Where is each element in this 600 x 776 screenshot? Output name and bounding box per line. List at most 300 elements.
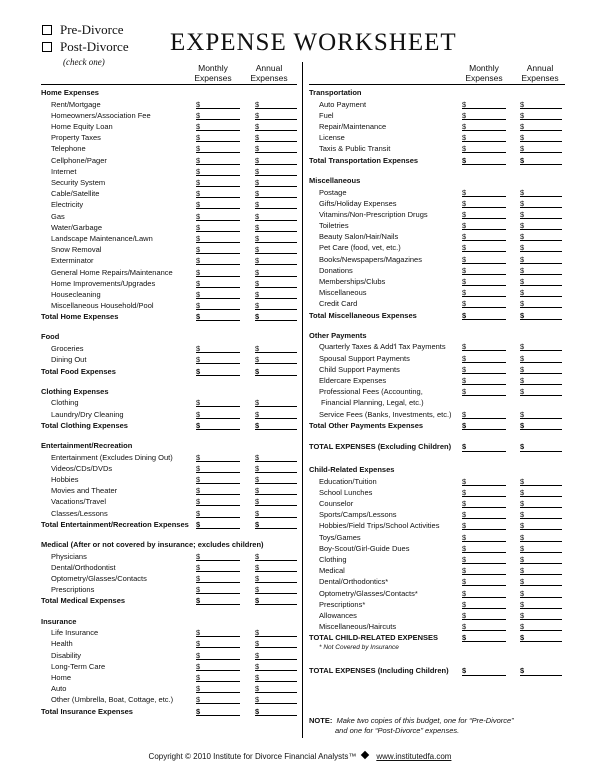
- monthly-field[interactable]: $: [196, 211, 240, 221]
- expense-row: [41, 409, 296, 420]
- total-row: [41, 420, 296, 431]
- monthly-field[interactable]: $: [196, 177, 240, 187]
- monthly-field[interactable]: $: [196, 199, 240, 209]
- section-title: Clothing Expenses: [41, 386, 109, 396]
- expense-label: Gifts/Holiday Expenses: [319, 198, 397, 208]
- monthly-field[interactable]: $: [462, 520, 506, 530]
- annual-field[interactable]: $: [520, 543, 562, 553]
- right-column: [309, 88, 565, 677]
- page-title: EXPENSE WORKSHEET: [170, 29, 457, 56]
- annual-field[interactable]: $: [255, 343, 297, 353]
- annual-field[interactable]: $: [520, 588, 562, 598]
- annual-field[interactable]: $: [255, 244, 297, 254]
- monthly-field[interactable]: $: [196, 278, 240, 288]
- note-label: NOTE:: [309, 716, 333, 725]
- expense-row: [309, 543, 565, 554]
- monthly-field[interactable]: $: [196, 485, 240, 495]
- monthly-field[interactable]: $: [196, 155, 240, 165]
- annual-field[interactable]: $: [255, 255, 297, 265]
- annual-field[interactable]: $: [255, 354, 297, 364]
- expense-row: [309, 599, 565, 610]
- monthly-field[interactable]: $: [462, 554, 506, 564]
- annual-field[interactable]: $: [520, 132, 562, 142]
- monthly-field[interactable]: $: [196, 562, 240, 572]
- annual-field[interactable]: $: [520, 265, 562, 275]
- annual-field[interactable]: $: [520, 386, 562, 396]
- annual-field[interactable]: $: [255, 551, 297, 561]
- annual-field[interactable]: $: [520, 155, 562, 165]
- annual-field[interactable]: $: [520, 276, 562, 286]
- monthly-field[interactable]: $: [462, 209, 506, 219]
- annual-field[interactable]: $: [520, 364, 562, 374]
- monthly-field[interactable]: $: [196, 452, 240, 462]
- monthly-field[interactable]: $: [462, 565, 506, 575]
- section-title: Home Expenses: [41, 88, 99, 97]
- monthly-field[interactable]: $: [196, 519, 240, 529]
- monthly-field[interactable]: $: [196, 694, 240, 704]
- annual-field[interactable]: $: [255, 694, 297, 704]
- monthly-field[interactable]: $: [196, 166, 240, 176]
- total-including-children: [309, 665, 565, 677]
- annual-field[interactable]: $: [255, 638, 297, 648]
- expense-label: Rent/Mortgage: [51, 99, 101, 109]
- monthly-field[interactable]: $: [462, 588, 506, 598]
- annual-field[interactable]: $: [520, 621, 562, 631]
- annual-field[interactable]: $: [255, 595, 297, 605]
- annual-field[interactable]: $: [255, 110, 297, 120]
- note-line-1: Make two copies of this budget, one for “Pre-Divorce”: [336, 716, 514, 725]
- monthly-field[interactable]: $: [462, 132, 506, 142]
- annual-field[interactable]: $: [255, 311, 297, 321]
- monthly-field[interactable]: $: [196, 300, 240, 310]
- monthly-field[interactable]: $: [196, 409, 240, 419]
- monthly-field[interactable]: $: [462, 310, 506, 320]
- expense-row: [41, 485, 296, 496]
- monthly-field[interactable]: $: [462, 265, 506, 275]
- expense-row: [309, 276, 565, 287]
- annual-field[interactable]: $: [255, 121, 297, 131]
- expense-label: Electricity: [51, 200, 84, 210]
- left-annual-header: Annual Expenses: [250, 63, 288, 83]
- expense-label: Physicians: [51, 551, 87, 561]
- expense-row: [41, 121, 296, 132]
- annual-field[interactable]: $: [255, 177, 297, 187]
- other-payments-section: [309, 331, 565, 431]
- expense-label: Internet: [51, 166, 77, 176]
- left-section-4: [41, 441, 296, 530]
- expense-label: Quarterly Taxes & Add'l Tax Payments: [319, 342, 446, 352]
- note-block: [309, 716, 559, 736]
- check-one-note: (check one): [63, 57, 105, 67]
- expense-label-continued: Financial Planning, Legal, etc.): [321, 398, 424, 408]
- monthly-field[interactable]: $: [196, 244, 240, 254]
- monthly-field[interactable]: $: [462, 242, 506, 252]
- monthly-field[interactable]: $: [462, 276, 506, 286]
- annual-field[interactable]: $: [520, 476, 562, 486]
- monthly-field[interactable]: $: [462, 621, 506, 631]
- monthly-field[interactable]: $: [196, 420, 240, 430]
- monthly-field[interactable]: $: [196, 233, 240, 243]
- monthly-field[interactable]: $: [196, 397, 240, 407]
- expense-row: [309, 254, 565, 265]
- monthly-field[interactable]: $: [462, 121, 506, 131]
- total-row: [41, 311, 296, 322]
- annual-field[interactable]: $: [255, 99, 297, 109]
- expense-row: [41, 188, 296, 199]
- monthly-field[interactable]: $: [462, 110, 506, 120]
- expense-row: [41, 289, 296, 300]
- annual-field[interactable]: $: [520, 420, 562, 430]
- annual-field[interactable]: $: [255, 233, 297, 243]
- expense-row: [309, 386, 565, 397]
- expense-row: [41, 211, 296, 222]
- annual-field[interactable]: $: [255, 584, 297, 594]
- annual-field[interactable]: $: [520, 599, 562, 609]
- monthly-field[interactable]: $: [462, 198, 506, 208]
- monthly-field[interactable]: $: [462, 632, 506, 642]
- expense-label: Property Taxes: [51, 133, 101, 143]
- annual-field[interactable]: $: [255, 155, 297, 165]
- header-divider-left: [41, 84, 297, 85]
- annual-field[interactable]: $: [520, 298, 562, 308]
- expense-label: Dental/Orthodontics*: [319, 577, 389, 587]
- expense-label: Spousal Support Payments: [319, 353, 410, 363]
- expense-label: Exterminator: [51, 256, 94, 266]
- expense-row: [41, 155, 296, 166]
- annual-field[interactable]: $: [255, 562, 297, 572]
- expense-row: [309, 187, 565, 198]
- annual-field[interactable]: $: [255, 132, 297, 142]
- pre-divorce-option[interactable]: [42, 22, 124, 38]
- monthly-field[interactable]: $: [462, 599, 506, 609]
- annual-field[interactable]: $: [255, 519, 297, 529]
- expense-row: [41, 166, 296, 177]
- expense-row: [41, 177, 296, 188]
- pre-divorce-label: Pre-Divorce: [60, 22, 124, 37]
- expense-row: [41, 132, 296, 143]
- annual-field[interactable]: $: [255, 397, 297, 407]
- expense-row: [41, 474, 296, 485]
- annual-field[interactable]: $: [520, 187, 562, 197]
- expense-row: [309, 220, 565, 231]
- monthly-field[interactable]: $: [196, 683, 240, 693]
- annual-field[interactable]: $: [255, 627, 297, 637]
- monthly-field[interactable]: $: [462, 364, 506, 374]
- total-label: Total Other Payments Expenses: [309, 420, 424, 430]
- section-title: Child-Related Expenses: [309, 464, 395, 474]
- monthly-field[interactable]: $: [462, 420, 506, 430]
- expense-row: [41, 551, 296, 562]
- annual-field[interactable]: $: [255, 508, 297, 518]
- expense-row: [41, 278, 296, 289]
- monthly-field[interactable]: $: [196, 706, 240, 716]
- total-row: [309, 632, 565, 643]
- monthly-field[interactable]: $: [196, 584, 240, 594]
- expense-label: Donations: [319, 265, 353, 275]
- website-link[interactable]: www.institutedfa.com: [376, 752, 452, 761]
- expense-row: [309, 565, 565, 576]
- expense-label: Cable/Satellite: [51, 189, 100, 199]
- expense-label: Optometry/Glasses/Contacts: [51, 574, 147, 583]
- expense-label: Homeowners/Association Fee: [51, 110, 151, 120]
- monthly-field[interactable]: $: [196, 311, 240, 321]
- annual-field[interactable]: $: [255, 143, 297, 153]
- monthly-field[interactable]: $: [462, 353, 506, 363]
- annual-field[interactable]: $: [520, 242, 562, 252]
- monthly-field[interactable]: $: [196, 267, 240, 277]
- monthly-field[interactable]: $: [196, 551, 240, 561]
- monthly-field[interactable]: $: [462, 665, 506, 676]
- copyright-text: Copyright © 2010 Institute for Divorce Financial Analysts™: [148, 752, 357, 761]
- monthly-field[interactable]: $: [196, 354, 240, 364]
- monthly-field[interactable]: $: [196, 638, 240, 648]
- expense-label: School Lunches: [319, 487, 373, 497]
- monthly-field[interactable]: $: [196, 474, 240, 484]
- expense-row: [41, 508, 296, 519]
- expense-row: [41, 650, 296, 661]
- monthly-field[interactable]: $: [196, 595, 240, 605]
- expense-label: Fuel: [319, 110, 334, 120]
- expense-label: Gas: [51, 211, 65, 221]
- annual-field[interactable]: $: [520, 498, 562, 508]
- monthly-field[interactable]: $: [462, 375, 506, 385]
- expense-label: Clothing: [319, 554, 347, 564]
- expense-label: Boy-Scout/Girl-Guide Dues: [319, 543, 410, 553]
- expense-row: [309, 610, 565, 621]
- annual-field[interactable]: $: [255, 463, 297, 473]
- monthly-field[interactable]: $: [196, 343, 240, 353]
- expense-row: [309, 364, 565, 375]
- expense-label: Hobbies: [51, 475, 79, 484]
- expense-label: Counselor: [319, 499, 354, 508]
- annual-field[interactable]: $: [255, 661, 297, 671]
- expense-label: Vitamins/Non-Prescription Drugs: [319, 209, 428, 219]
- annual-field[interactable]: $: [520, 310, 562, 320]
- monthly-field[interactable]: $: [196, 573, 240, 583]
- expense-label: Life Insurance: [51, 628, 99, 638]
- expense-row: [41, 110, 296, 121]
- total-row: [309, 420, 565, 431]
- expense-row: [41, 584, 296, 595]
- expense-label: Videos/CDs/DVDs: [51, 463, 113, 473]
- annual-field[interactable]: $: [520, 409, 562, 419]
- annual-field[interactable]: $: [255, 222, 297, 232]
- expense-row: [41, 463, 296, 474]
- annual-field[interactable]: $: [520, 576, 562, 586]
- annual-field[interactable]: $: [255, 300, 297, 310]
- annual-field[interactable]: $: [520, 375, 562, 385]
- expense-label: Classes/Lessons: [51, 508, 108, 518]
- expense-label: Medical: [319, 566, 345, 576]
- expense-label: Groceries: [51, 344, 84, 354]
- annual-field[interactable]: $: [520, 198, 562, 208]
- total-row: [309, 155, 565, 166]
- expense-row: [309, 353, 565, 364]
- total-label: TOTAL CHILD-RELATED EXPENSES: [309, 633, 439, 643]
- monthly-field[interactable]: $: [462, 532, 506, 542]
- expense-label: Home Improvements/Upgrades: [51, 278, 156, 288]
- column-divider: [302, 62, 303, 738]
- annual-field[interactable]: $: [255, 199, 297, 209]
- annual-field[interactable]: $: [520, 99, 562, 109]
- expense-label: Credit Card: [319, 299, 358, 309]
- expense-row: [309, 242, 565, 253]
- annual-field[interactable]: $: [255, 573, 297, 583]
- child-footnote: * Not Covered by Insurance: [319, 644, 399, 652]
- monthly-field[interactable]: $: [196, 627, 240, 637]
- annual-field[interactable]: $: [255, 452, 297, 462]
- monthly-field[interactable]: $: [462, 187, 506, 197]
- monthly-field[interactable]: $: [462, 341, 506, 351]
- expense-label: Prescriptions: [51, 585, 95, 595]
- monthly-field[interactable]: $: [462, 386, 506, 396]
- expense-label: Beauty Salon/Hair/Nails: [319, 232, 399, 242]
- monthly-field[interactable]: $: [462, 576, 506, 586]
- section-title: Entertainment/Recreation: [41, 440, 133, 450]
- expense-row: [41, 672, 296, 683]
- total-row: [41, 519, 296, 530]
- monthly-field[interactable]: $: [196, 255, 240, 265]
- monthly-field[interactable]: $: [196, 188, 240, 198]
- monthly-field[interactable]: $: [462, 509, 506, 519]
- expense-label: Clothing: [51, 398, 79, 408]
- annual-field[interactable]: $: [520, 441, 562, 452]
- annual-field[interactable]: $: [520, 487, 562, 497]
- expense-row: [309, 132, 565, 143]
- expense-row: [309, 498, 565, 509]
- transportation-section: [309, 88, 565, 166]
- expense-row: [41, 244, 296, 255]
- annual-field[interactable]: $: [255, 267, 297, 277]
- annual-field[interactable]: $: [520, 209, 562, 219]
- left-section-2: [41, 332, 296, 376]
- expense-row: [41, 354, 296, 365]
- monthly-field[interactable]: $: [196, 366, 240, 376]
- monthly-field[interactable]: $: [462, 476, 506, 486]
- monthly-field[interactable]: $: [462, 498, 506, 508]
- expense-label: Auto: [51, 684, 67, 694]
- monthly-field[interactable]: $: [462, 487, 506, 497]
- annual-field[interactable]: $: [255, 278, 297, 288]
- monthly-field[interactable]: $: [462, 409, 506, 419]
- annual-field[interactable]: $: [255, 188, 297, 198]
- annual-field[interactable]: $: [255, 289, 297, 299]
- monthly-field[interactable]: $: [196, 463, 240, 473]
- expense-label: Pet Care (food, vet, etc.): [319, 243, 401, 253]
- section-title: Transportation: [309, 88, 362, 97]
- monthly-field[interactable]: $: [196, 132, 240, 142]
- annual-field[interactable]: $: [520, 143, 562, 153]
- annual-field[interactable]: $: [520, 554, 562, 564]
- annual-field[interactable]: $: [520, 509, 562, 519]
- left-section-3: [41, 387, 296, 431]
- monthly-field[interactable]: $: [196, 650, 240, 660]
- annual-field[interactable]: $: [520, 231, 562, 241]
- checkbox[interactable]: [42, 42, 52, 52]
- annual-field[interactable]: $: [520, 665, 562, 676]
- monthly-field[interactable]: $: [196, 121, 240, 131]
- monthly-field[interactable]: $: [462, 143, 506, 153]
- annual-field[interactable]: $: [255, 409, 297, 419]
- annual-field[interactable]: $: [255, 485, 297, 495]
- expense-row: [41, 683, 296, 694]
- monthly-field[interactable]: $: [196, 661, 240, 671]
- expense-label: Disability: [51, 650, 82, 660]
- monthly-field[interactable]: $: [196, 99, 240, 109]
- annual-field[interactable]: $: [520, 532, 562, 542]
- expense-row: [309, 509, 565, 520]
- annual-field[interactable]: $: [520, 632, 562, 642]
- monthly-field[interactable]: $: [462, 543, 506, 553]
- monthly-field[interactable]: $: [462, 287, 506, 297]
- monthly-field[interactable]: $: [196, 508, 240, 518]
- monthly-field[interactable]: $: [196, 289, 240, 299]
- right-annual-header: Annual Expenses: [521, 63, 559, 83]
- expense-label: Snow Removal: [51, 245, 102, 255]
- annual-field[interactable]: $: [255, 650, 297, 660]
- annual-field[interactable]: $: [255, 166, 297, 176]
- annual-field[interactable]: $: [520, 121, 562, 131]
- annual-field[interactable]: $: [255, 211, 297, 221]
- annual-field[interactable]: $: [520, 610, 562, 620]
- annual-field[interactable]: $: [255, 420, 297, 430]
- total-label: Total Food Expenses: [41, 366, 116, 376]
- expense-label: Entertainment (Excludes Dining Out): [51, 452, 173, 462]
- annual-field[interactable]: $: [255, 366, 297, 376]
- expense-row: [309, 554, 565, 565]
- monthly-field[interactable]: $: [462, 441, 506, 452]
- left-section-5: [41, 540, 296, 607]
- expense-row: [309, 621, 565, 632]
- monthly-field[interactable]: $: [462, 610, 506, 620]
- annual-field[interactable]: $: [255, 672, 297, 682]
- note-line-2: and one for “Post-Divorce” expenses.: [335, 726, 460, 735]
- monthly-field[interactable]: $: [196, 143, 240, 153]
- annual-field[interactable]: $: [255, 496, 297, 506]
- total-excluding-children: [309, 441, 565, 453]
- diamond-icon: [361, 751, 369, 759]
- annual-field[interactable]: $: [520, 353, 562, 363]
- annual-field[interactable]: $: [520, 287, 562, 297]
- annual-field[interactable]: $: [520, 254, 562, 264]
- monthly-field[interactable]: $: [196, 672, 240, 682]
- monthly-field[interactable]: $: [462, 231, 506, 241]
- left-section-6: [41, 617, 296, 717]
- annual-field[interactable]: $: [255, 683, 297, 693]
- monthly-field[interactable]: $: [462, 99, 506, 109]
- monthly-field[interactable]: $: [462, 298, 506, 308]
- annual-field[interactable]: $: [520, 341, 562, 351]
- annual-field[interactable]: $: [520, 110, 562, 120]
- monthly-field[interactable]: $: [196, 110, 240, 120]
- expense-row: [41, 694, 296, 705]
- monthly-field[interactable]: $: [462, 254, 506, 264]
- annual-field[interactable]: $: [255, 706, 297, 716]
- expense-row: [41, 343, 296, 354]
- annual-field[interactable]: $: [520, 520, 562, 530]
- checkbox[interactable]: [42, 25, 52, 35]
- post-divorce-option[interactable]: [42, 39, 129, 55]
- annual-field[interactable]: $: [520, 220, 562, 230]
- expense-label: Dental/Orthodontist: [51, 562, 116, 572]
- monthly-field[interactable]: $: [196, 222, 240, 232]
- monthly-field[interactable]: $: [462, 220, 506, 230]
- annual-field[interactable]: $: [255, 474, 297, 484]
- expense-row: [41, 199, 296, 210]
- monthly-field[interactable]: $: [462, 155, 506, 165]
- annual-field[interactable]: $: [520, 565, 562, 575]
- monthly-field[interactable]: $: [196, 496, 240, 506]
